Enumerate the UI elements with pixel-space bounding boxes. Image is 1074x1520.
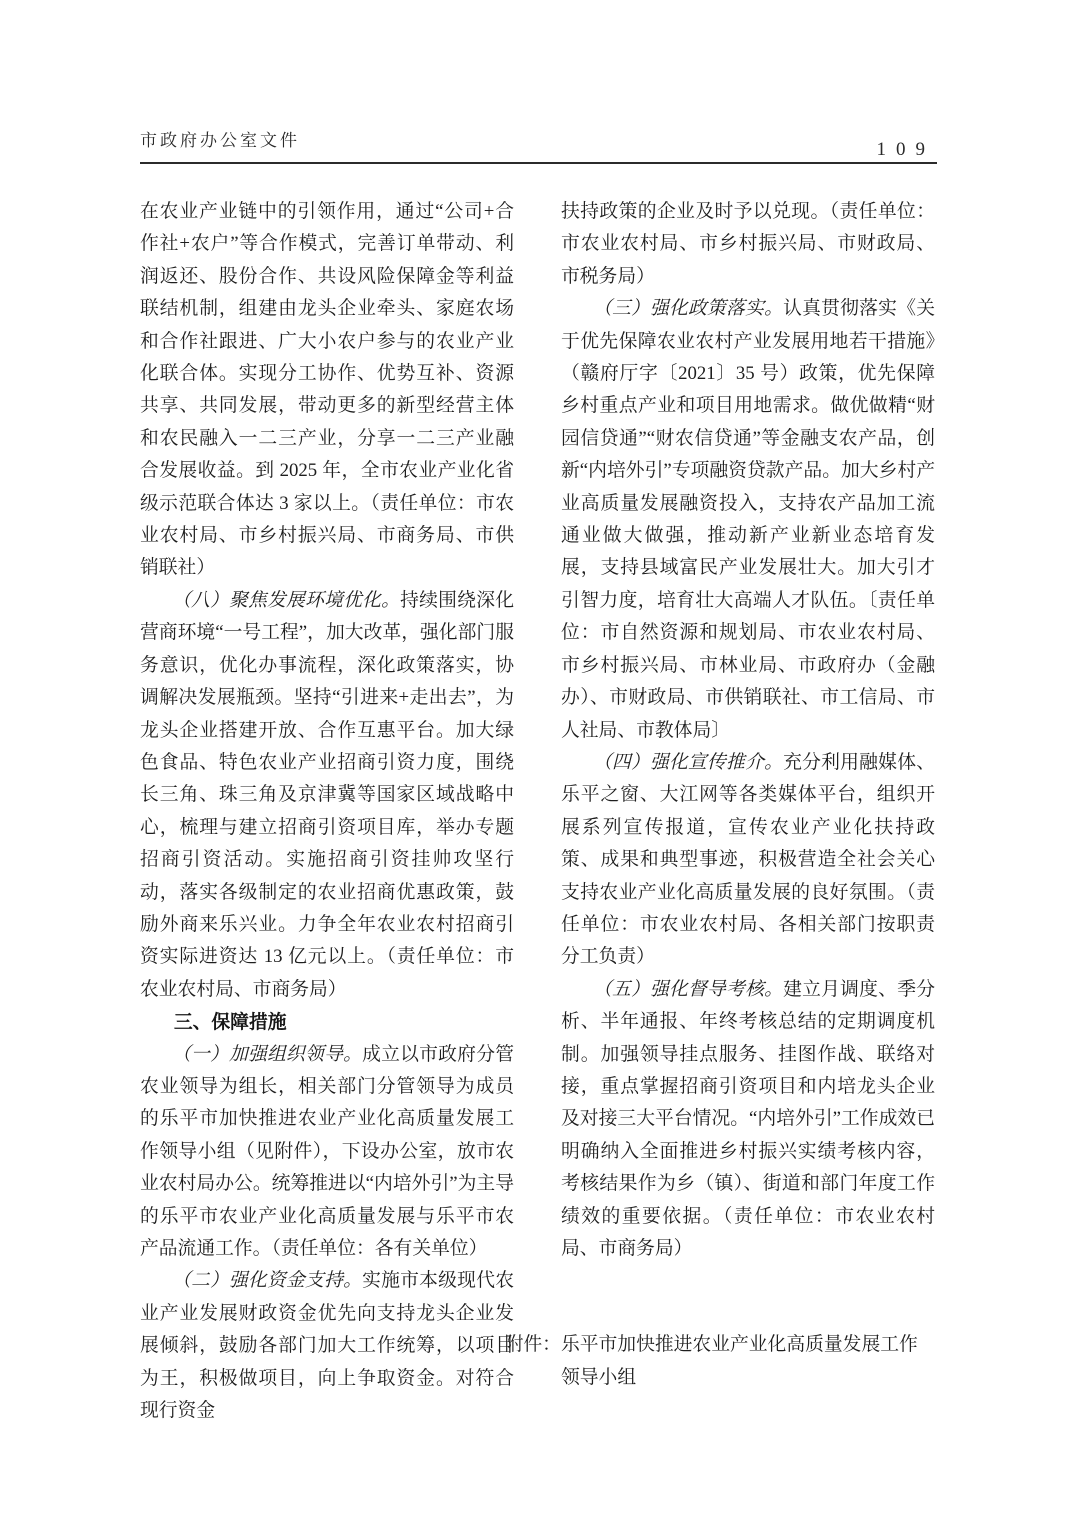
column-right: [504, 196, 935, 1427]
paragraph: （一）加强组织领导。成立以市政府分管农业领导为组长，相关部门分管领导为成员的乐平市加快推进农业产业化高质量发展工作领导小组（见附件），下设办公室，放市农业农村局办公。统筹推进以“内培外引”为主导的乐平市农业产业化高质量发展与乐平市农产品流通工作。（责任单位：各有关单位）: [140, 1043, 514, 1259]
paragraph: 在农业产业链中的引领作用，通过“公司+合作社+农户”等合作模式，完善订单带动、利润返还、股份合作、共设风险保障金等利益联结机制，组建由龙头企业牵头、家庭农场和合作社跟进、广大小农户参与的农业产业化联合体。实现分工协作、优势互补、资源共享、共同发展，带动更多的新型经营主体和农民融入一二三产业，分享一二三产业融合发展收益。到 2025 年，全市农业产业化省级示范联合体达 3 家以上。（责任单位：市农业农村局、市乡村振兴局、市商务局、市供销联社）: [140, 201, 514, 579]
header-title: 市政府办公室文件: [140, 131, 300, 150]
paragraph: 扶持政策的企业及时予以兑现。（责任单位：市农业农村局、市乡村振兴局、市财政局、市税务局）: [561, 201, 935, 287]
section-heading: 三、保障措施: [173, 1011, 287, 1033]
paragraph: （八）聚焦发展环境优化。持续围绕深化营商环境“一号工程”，加大改革，强化部门服务意识，优化办事流程，深化政策落实，协调解决发展瓶颈。坚持“引进来+走出去”，为龙头企业搭建开放、合作互惠平台。加大绿色食品、特色农业产业招商引资力度，围绕长三角、珠三角及京津冀等国家区域战略中心，梳理与建立招商引资项目库，举办专题招商引资活动。实施招商引资挂帅攻坚行动，落实各级制定的农业招商优惠政策，鼓励外商来乐兴业。力争全年农业农村招商引资实际进资达 13 亿元以上。（责任单位：市农业农村局、市商务局）: [140, 589, 514, 1000]
attachment-note: 附件：乐平市加快推进农业产业化高质量发展工作领导小组: [504, 1334, 918, 1388]
paragraph: （四）强化宣传推介。充分利用融媒体、乐平之窗、大江网等各类媒体平台，组织开展系列宣传报道，宣传农业产业化扶持政策、成果和典型事迹，积极营造全社会关心支持农业产业化高质量发展的良好氛围。（责任单位：市农业农村局、各相关部门按职责分工负责）: [561, 751, 935, 968]
column-left: [140, 196, 514, 1427]
paragraph-lead: （一）加强组织领导。: [171, 1043, 363, 1065]
paragraph-lead: （八）聚焦发展环境优化。: [171, 589, 401, 611]
document-body: [140, 196, 936, 1427]
paragraph: （二）强化资金支持。实施市本级现代农业产业发展财政资金优先向支持龙头企业发展倾斜，鼓励各部门加大工作统筹，以项目为王，积极做项目，向上争取资金。对符合现行资金: [140, 1270, 514, 1422]
paragraph-lead: （四）强化宣传推介。: [592, 751, 784, 773]
paragraph: （三）强化政策落实。认真贯彻落实《关于优先保障农业农村产业发展用地若干措施》（赣府厅字〔2021〕35 号）政策，优先保障乡村重点产业和项目用地需求。做优做精“财园信贷通”“财农信贷通”等金融支农产品，创新“内培外引”专项融资贷款产品。加大乡村产业高质量发展融资投入，支持农产品加工流通业做大做强，推动新产业新业态培育发展，支持县域富民产业发展壮大。加大引才引智力度，培育壮大高端人才队伍。〔责任单位：市自然资源和规划局、市农业农村局、市乡村振兴局、市林业局、市政府办（金融办）、市财政局、市供销联社、市工信局、市人社局、市教体局〕: [561, 298, 935, 741]
paragraph-lead: （五）强化督导考核。: [592, 978, 784, 1000]
page-number: 109: [876, 139, 935, 160]
paragraph-lead: （三）强化政策落实。: [592, 298, 784, 320]
page-header: [140, 126, 937, 164]
attachment-label: 附件：: [504, 1334, 561, 1356]
paragraph-lead: （二）强化资金支持。: [171, 1270, 363, 1292]
paragraph: （五）强化督导考核。建立月调度、季分析、半年通报、年终考核总结的定期调度机制。加强领导挂点服务、挂图作战、联络对接，重点掌握招商引资项目和内培龙头企业及对接三大平台情况。“内培外引”工作成效已明确纳入全面推进乡村振兴实绩考核内容，考核结果作为乡（镇）、街道和部门年度工作绩效的重要依据。（责任单位：市农业农村局、市商务局）: [561, 978, 935, 1259]
